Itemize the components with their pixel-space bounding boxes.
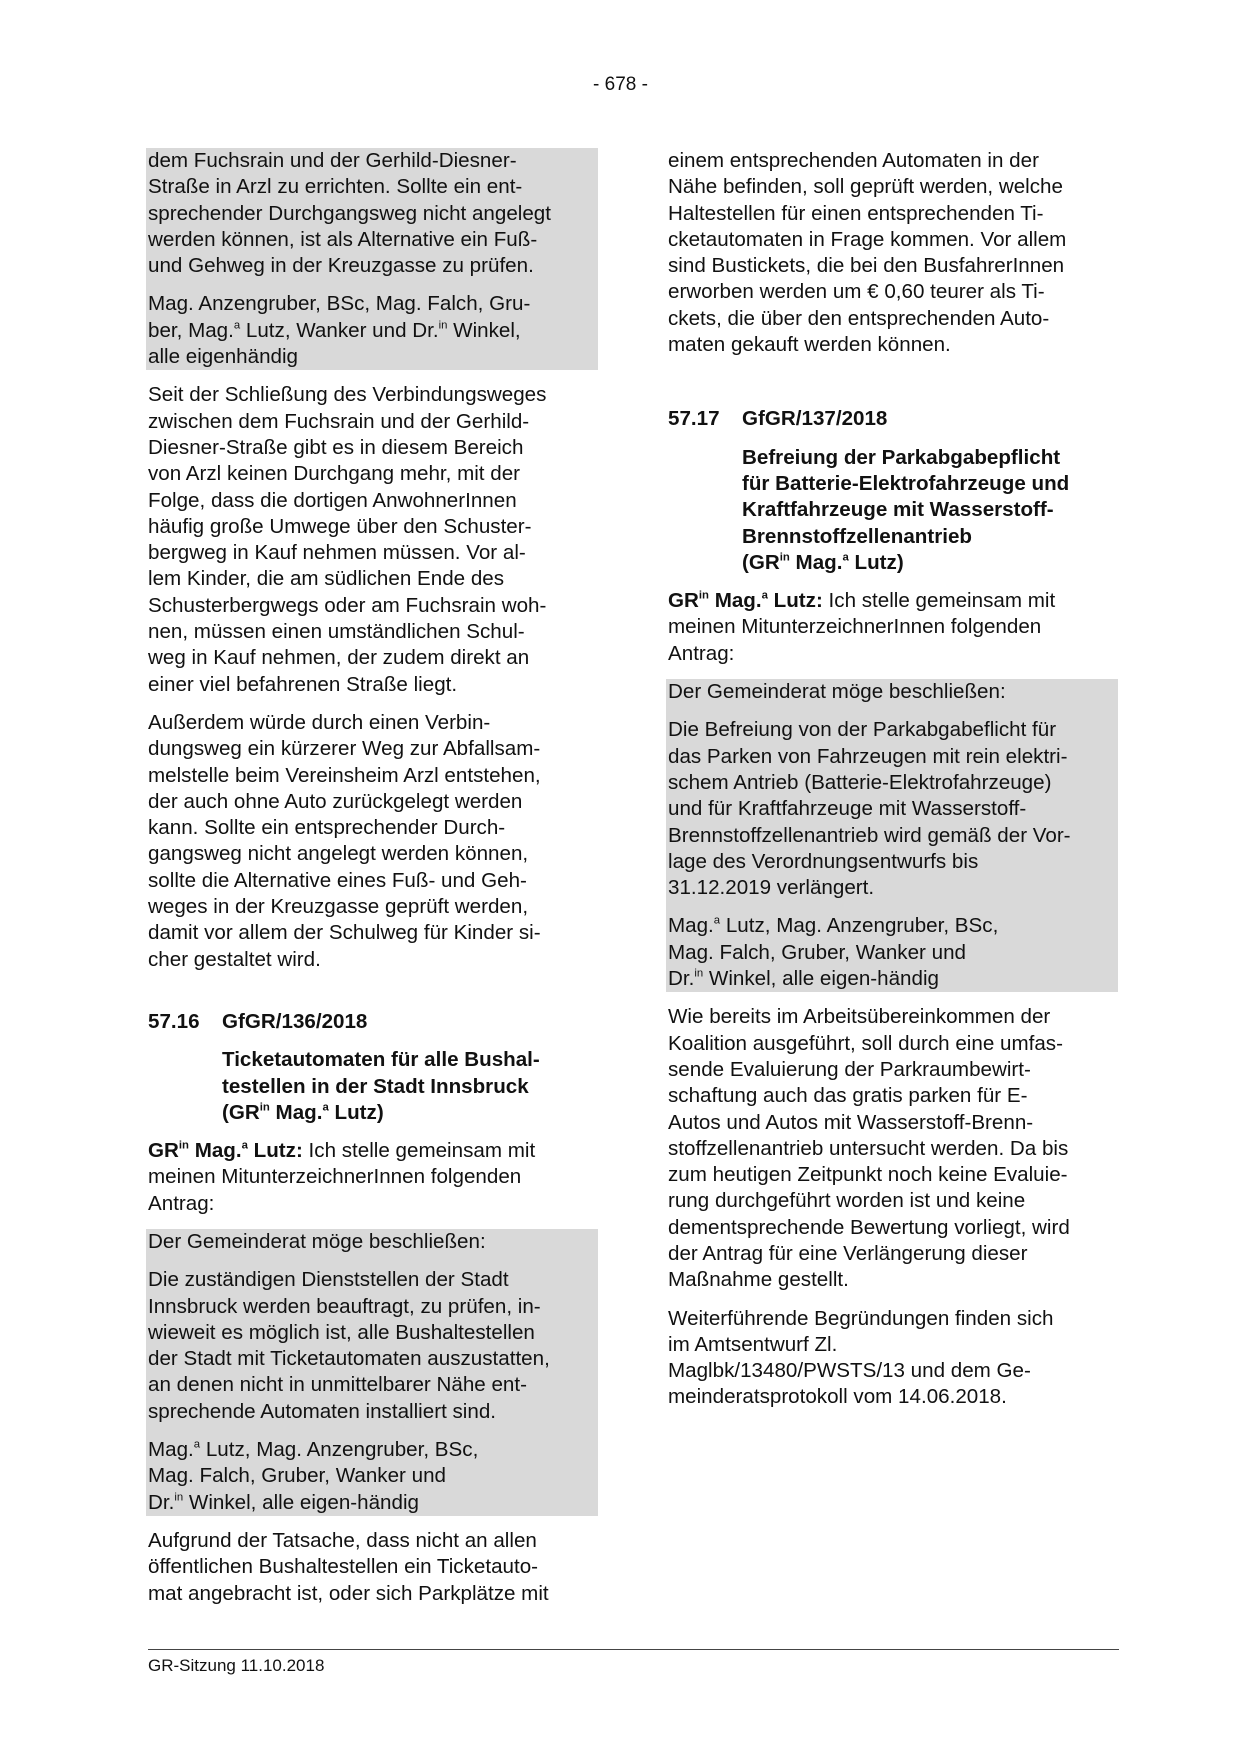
section-title-57-16: Ticketautomaten für alle Bushal- testellen in der Stadt Innsbruck ($GR^{in}$ Mag.$^a$ Lutz) bbox=[222, 1048, 540, 1124]
motion-heading: Der Gemeinderat möge beschließen: bbox=[668, 680, 1006, 704]
motion-continued-signatures: Mag. Anzengruber, BSc, Mag. Falch, Gru- ber, Mag.$^a$ Lutz, Wanker und Dr.$^{in}$ Winkel, alle eigenhändig bbox=[148, 292, 531, 369]
page-number: - 678 - bbox=[593, 74, 648, 95]
motion-intro: $GR^{in}$ Mag.$^a$ Lutz: Ich stelle gemeinsam mit meinen MitunterzeichnerInnen folgenden Antrag: bbox=[668, 589, 1056, 665]
justification-paragraph: Seit der Schließung des Verbindungsweges zwischen dem Fuchsrain und der Gerhild- Diesner-Straße gibt es in diesem Bereich von Arzl keinen Durchgang mehr, mit der Folge, dass die dortigen AnwohnerInnen häufig große Umwege über den Schuster- bergweg in Kauf nehmen müssen. Vor al- lem Kinder, die am südlichen Ende des Schusterbergwegs oder am Fuchsrain woh- nen, müssen einen umständlichen Schul- weg in Kauf nehmen, der zudem direkt an einer viel befahrenen Straße liegt. bbox=[148, 383, 547, 696]
motion-intro: $GR^{in}$ Mag.$^a$ Lutz: Ich stelle gemeinsam mit meinen MitunterzeichnerInnen folgenden Antrag: bbox=[148, 1139, 536, 1215]
left-column bbox=[148, 148, 596, 1619]
motion-text: Die zuständigen Dienststellen der Stadt Innsbruck werden beauftragt, zu prüfen, in- wieweit es möglich ist, alle Bushaltestellen der Stadt mit Ticketautomaten auszustatten, an denen nicht in unmittelbarer Nähe ent- sprechende Automaten installiert sind. bbox=[148, 1268, 550, 1423]
motion-box-57-17 bbox=[666, 679, 1118, 992]
section-title-57-17: Befreiung der Parkabgabepflicht für Batterie-Elektrofahrzeuge und Kraftfahrzeuge mit Wasserstoff- Brennstoffzellenantrieb ($GR^{in}$ Mag.$^a$ Lutz) bbox=[742, 445, 1070, 574]
justification-paragraph: einem entsprechenden Automaten in der Nähe befinden, soll geprüft werden, welche Haltestellen für einen entsprechenden Ti- cketautomaten in Frage kommen. Vor allem sind Bustickets, die bei den BusfahrerInnen erworben werden um € 0,60 teurer als Ti- ckets, die über den entsprechenden Auto- maten gekauft werden können. bbox=[668, 149, 1067, 357]
motion-signatures: Mag.$^a$ Lutz, Mag. Anzengruber, BSc, Mag. Falch, Gruber, Wanker und Dr.$^{in}$ Winkel, alle eigen-händig bbox=[148, 1438, 479, 1514]
section-heading-57-16: 57.16 GfGR/136/2018 bbox=[148, 1009, 368, 1033]
justification-paragraph: Weiterführende Begründungen finden sich im Amtsentwurf Zl. Maglbk/13480/PWSTS/13 und dem Ge- meinderatsprotokoll vom 14.06.2018. bbox=[668, 1306, 1054, 1409]
right-column bbox=[668, 148, 1116, 1423]
footer-text: GR-Sitzung 11.10.2018 bbox=[148, 1656, 325, 1675]
motion-box-57-16 bbox=[146, 1229, 598, 1516]
motion-signatures: Mag.$^a$ Lutz, Mag. Anzengruber, BSc, Mag. Falch, Gruber, Wanker und Dr.$^{in}$ Winkel, alle eigen-händig bbox=[668, 914, 999, 991]
section-heading-57-17: 57.17 GfGR/137/2018 bbox=[668, 407, 888, 431]
justification-paragraph: Außerdem würde durch einen Verbin- dungsweg ein kürzerer Weg zur Abfallsam- melstelle beim Vereinsheim Arzl entstehen, der auch ohne Auto zurückgelegt werden kann. Sollte ein entsprechender Durch- gangsweg nicht angelegt werden können, sollte die Alternative eines Fuß- und Geh- weges in der Kreuzgasse geprüft werden, damit vor allem der Schulweg für Kinder si- cher gestaltet wird. bbox=[148, 710, 541, 971]
section-author: ($GR^{in}$ Mag.$^a$ Lutz) bbox=[742, 550, 904, 574]
section-author: ($GR^{in}$ Mag.$^a$ Lutz) bbox=[222, 1100, 384, 1124]
speaker-name: $GR^{in}$ Mag.$^a$ Lutz: bbox=[148, 1139, 303, 1163]
motion-heading: Der Gemeinderat möge beschließen: bbox=[148, 1229, 486, 1253]
motion-text: Die Befreiung von der Parkabgabeflicht für das Parken von Fahrzeugen mit rein elektri- schem Antrieb (Batterie-Elektrofahrzeuge) und für Kraftfahrzeuge mit Wasserstoff- Brennstoffzellenantrieb wird gemäß der Vor- lage des Verordnungsentwurfs bis 31.12.2019 verlängert. bbox=[668, 718, 1071, 900]
motion-continued-box bbox=[146, 148, 598, 370]
justification-paragraph: Aufgrund der Tatsache, dass nicht an allen öffentlichen Bushaltestellen ein Ticketauto- mat angebracht ist, oder sich Parkplätze mit bbox=[148, 1528, 549, 1605]
justification-paragraph: Wie bereits im Arbeitsübereinkommen der Koalition ausgeführt, soll durch eine umfas- sende Evaluierung der Parkraumbewirt- schaftung auch das gratis parken für E- Autos und Autos mit Wasserstoff-Brenn- stoffzellenantrieb untersucht werden. Da bis zum heutigen Zeitpunkt noch keine Evaluie- rung durchgeführt worden ist und keine dementsprechende Bewertung vorliegt, wird der Antrag für eine Verlängerung dieser Maßnahme gestellt. bbox=[668, 1005, 1070, 1292]
speaker-name: $GR^{in}$ Mag.$^a$ Lutz: bbox=[668, 589, 823, 613]
footer-divider bbox=[148, 1649, 1119, 1650]
motion-continued-text: dem Fuchsrain und der Gerhild-Diesner- Straße in Arzl zu errichten. Sollte ein ent- sprechender Durchgangsweg nicht angelegt werden können, ist als Alternative ein Fuß- und Gehweg in der Kreuzgasse zu prüfen. bbox=[148, 149, 551, 278]
